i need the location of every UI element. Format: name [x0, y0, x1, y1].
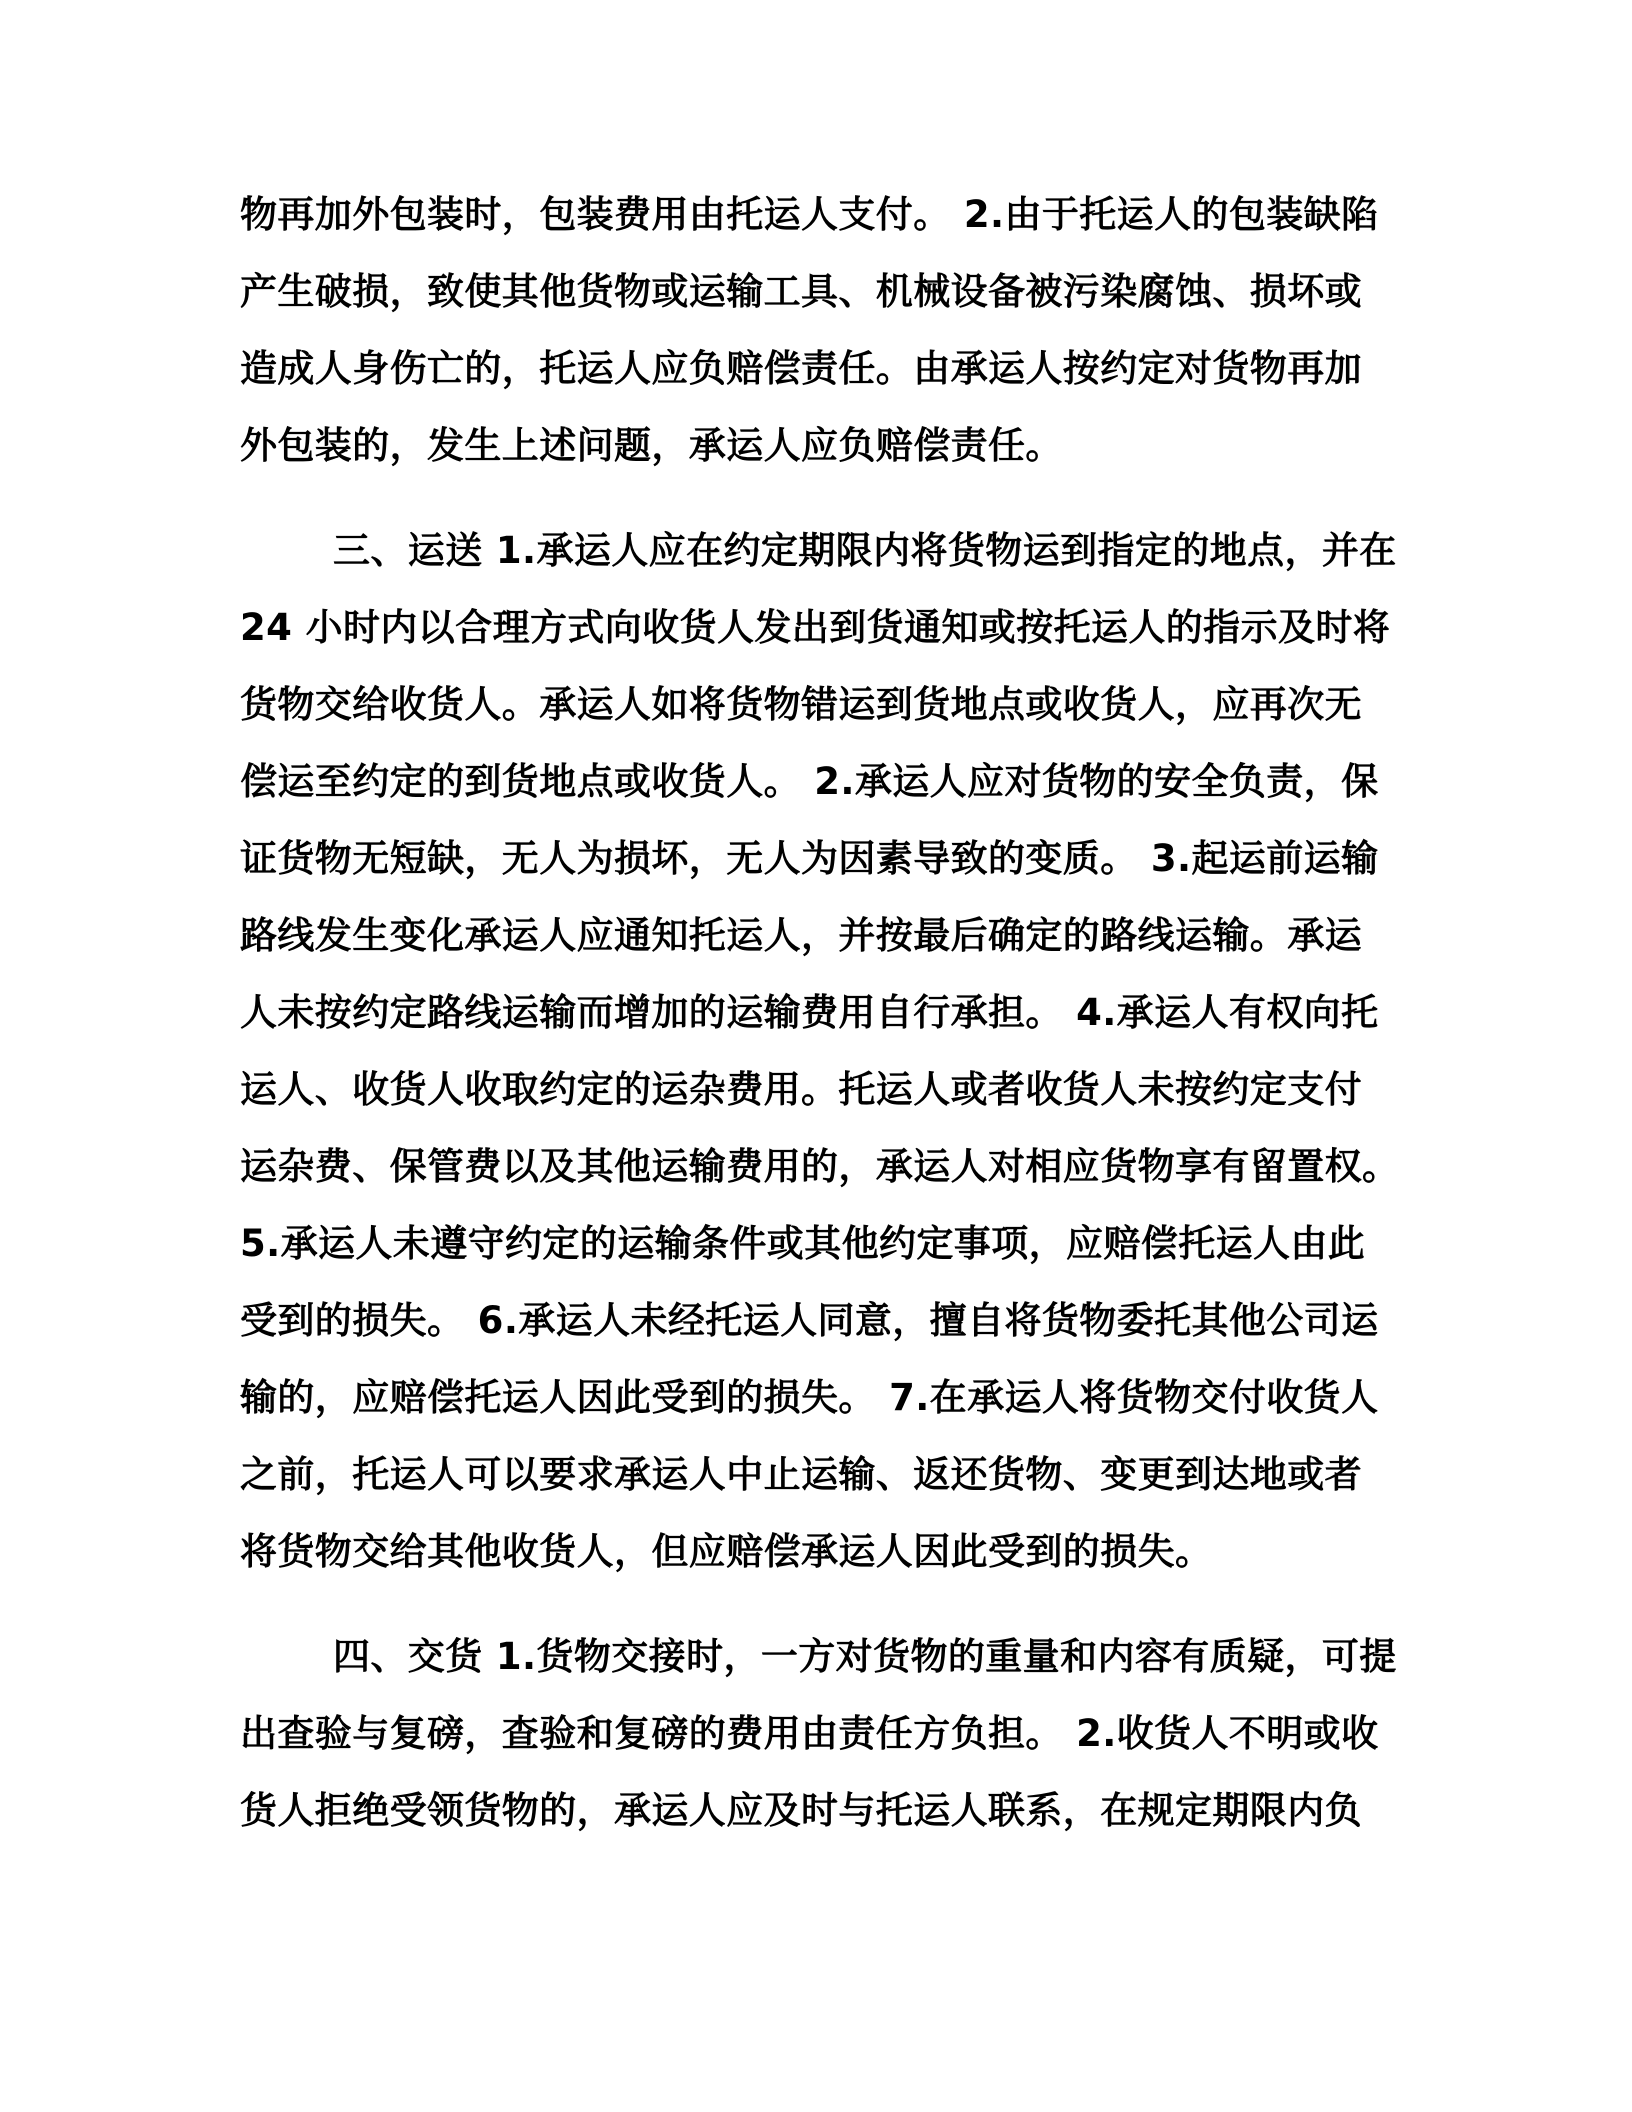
section-heading-line: 三、运送 1.承运人应在约定期限内将货物运到指定的地点，并在: [333, 529, 1397, 572]
text-line: 输的，应赔偿托运人因此受到的损失。 7.在承运人将货物交付收货人: [240, 1376, 1379, 1419]
text-line: 货物交给收货人。承运人如将货物错运到货地点或收货人，应再次无: [240, 683, 1362, 726]
text-line: 证货物无短缺，无人为损坏，无人为因素导致的变质。 3.起运前运输: [240, 837, 1379, 880]
text-line: 将货物交给其他收货人，但应赔偿承运人因此受到的损失。: [240, 1530, 1213, 1573]
text-line: 24 小时内以合理方式向收货人发出到货通知或按托运人的指示及时将: [240, 606, 1391, 649]
text-line: 出查验与复磅，查验和复磅的费用由责任方负担。 2.收货人不明或收: [240, 1712, 1379, 1755]
text-line: 路线发生变化承运人应通知托运人，并按最后确定的路线运输。承运: [240, 914, 1362, 957]
text-line: 之前，托运人可以要求承运人中止运输、返还货物、变更到达地或者: [240, 1453, 1362, 1496]
text-line: 人未按约定路线运输而增加的运输费用自行承担。 4.承运人有权向托: [240, 991, 1379, 1034]
text-line: 受到的损失。 6.承运人未经托运人同意，擅自将货物委托其他公司运: [240, 1299, 1379, 1342]
text-line: 产生破损，致使其他货物或运输工具、机械设备被污染腐蚀、损坏或: [240, 270, 1362, 313]
text-line: 5.承运人未遵守约定的运输条件或其他约定事项，应赔偿托运人由此: [240, 1222, 1366, 1265]
section-heading-line: 四、交货 1.货物交接时，一方对货物的重量和内容有质疑，可提: [333, 1635, 1397, 1678]
text-line: 外包装的，发生上述问题，承运人应负赔偿责任。: [240, 424, 1063, 467]
text-line: 运人、收货人收取约定的运杂费用。托运人或者收货人未按约定支付: [240, 1068, 1362, 1111]
text-line: 偿运至约定的到货地点或收货人。 2.承运人应对货物的安全负责，保: [240, 760, 1379, 803]
text-line: 造成人身伤亡的，托运人应负赔偿责任。由承运人按约定对货物再加: [240, 347, 1362, 390]
text-line: 物再加外包装时，包装费用由托运人支付。 2.由于托运人的包装缺陷: [240, 193, 1379, 236]
text-line: 运杂费、保管费以及其他运输费用的，承运人对相应货物享有留置权。: [240, 1145, 1400, 1188]
text-line: 货人拒绝受领货物的，承运人应及时与托运人联系，在规定期限内负: [240, 1789, 1362, 1832]
